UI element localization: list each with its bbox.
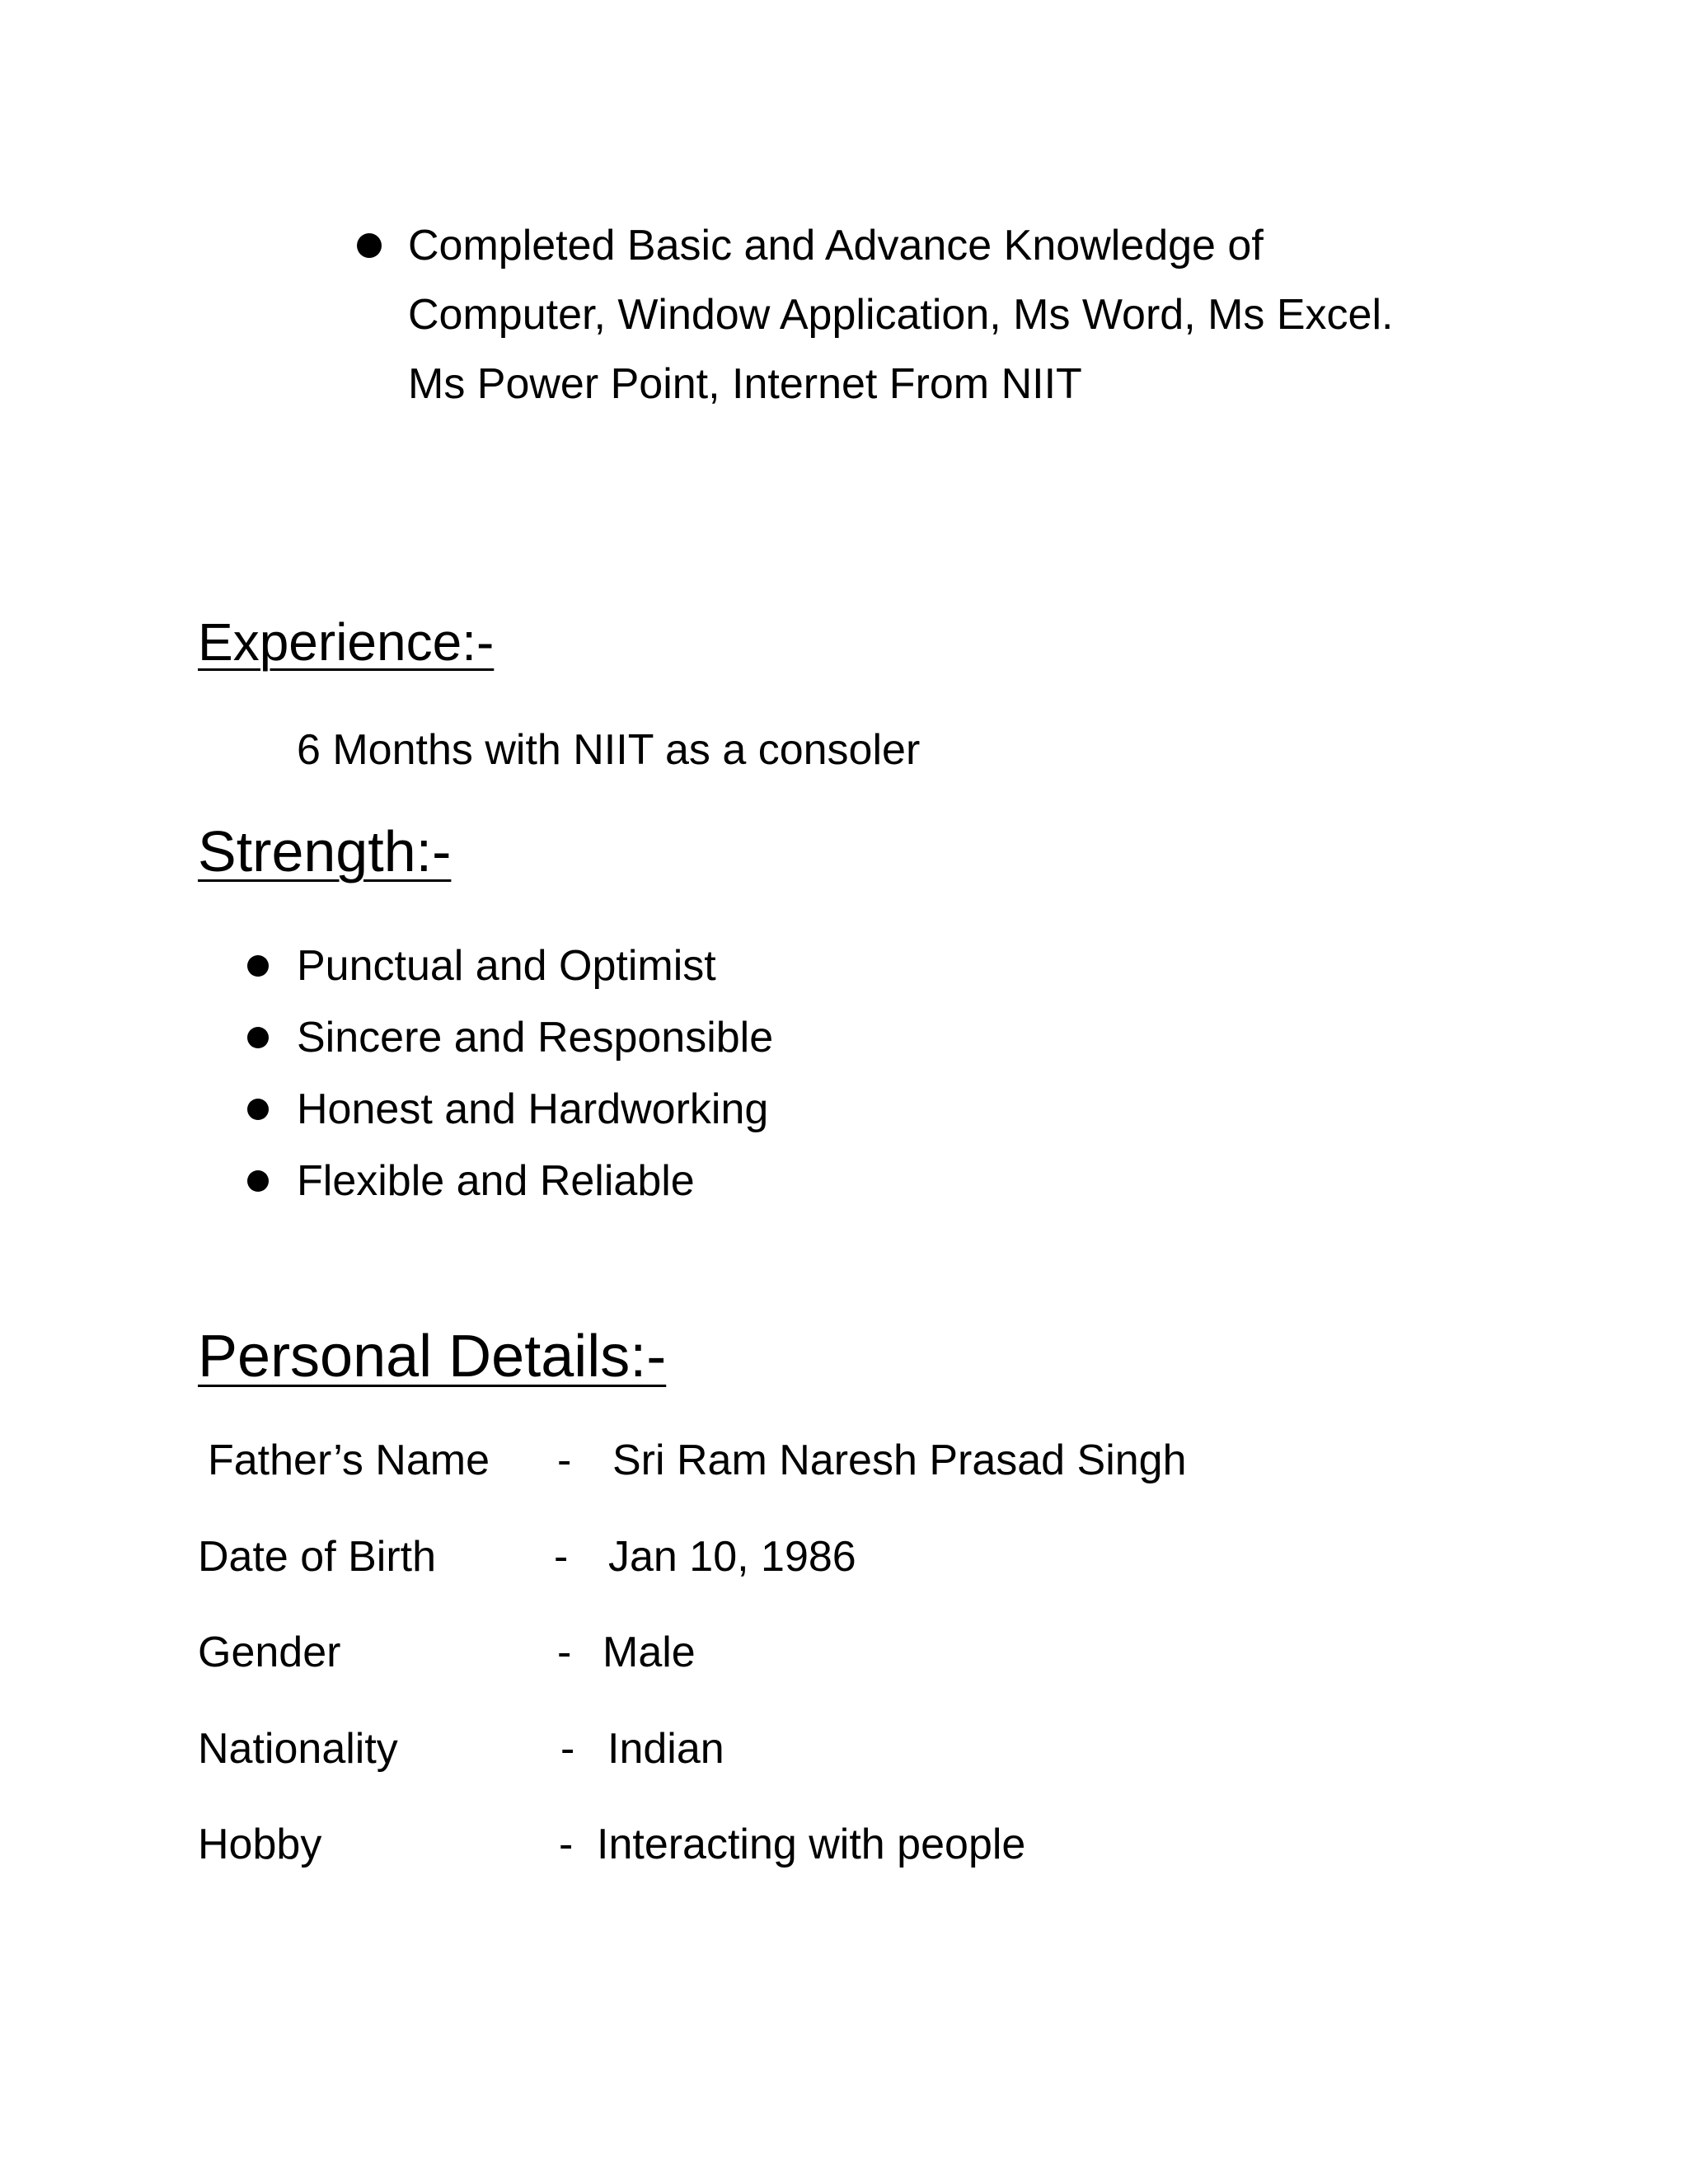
detail-value: Jan 10, 1986 [608,1533,856,1581]
detail-separator: - [554,1533,569,1581]
strength-item-label: Punctual and Optimist [297,941,716,990]
strength-item-label: Sincere and Responsible [297,1013,774,1062]
detail-value: Indian [607,1725,724,1773]
detail-label: Nationality [198,1725,398,1773]
experience-heading: Experience:- [198,612,495,672]
experience-text: 6 Months with NIIT as a consoler [297,726,921,774]
detail-label: Gender [198,1629,341,1676]
bullet-icon [247,955,269,977]
bullet-icon [247,1099,269,1120]
strength-item [247,1145,695,1216]
detail-separator: - [559,1821,574,1868]
strength-item [247,1073,768,1145]
bullet-icon [247,1170,269,1192]
detail-value: Interacting with people [597,1821,1026,1868]
personal-details-heading: Personal Details:- [198,1324,667,1390]
education-line: Ms Power Point, Internet From NIIT [408,360,1082,408]
bullet-icon [357,233,382,258]
strength-item-label: Flexible and Reliable [297,1156,695,1205]
strength-item [247,930,716,1001]
bullet-icon [247,1027,269,1048]
strength-heading: Strength:- [198,819,452,883]
detail-separator: - [557,1436,572,1484]
detail-value: Male [603,1629,696,1676]
detail-value: Sri Ram Naresh Prasad Singh [612,1436,1187,1484]
detail-separator: - [557,1629,572,1676]
detail-label: Date of Birth [198,1533,437,1581]
education-line: Completed Basic and Advance Knowledge of [408,222,1264,269]
strength-item-label: Honest and Hardworking [297,1085,769,1133]
education-line: Computer, Window Application, Ms Word, Ms Excel. [408,291,1394,339]
detail-label: Father’s Name [208,1436,490,1484]
strength-item [247,1001,773,1073]
detail-separator: - [560,1725,575,1773]
detail-label: Hobby [198,1821,322,1868]
